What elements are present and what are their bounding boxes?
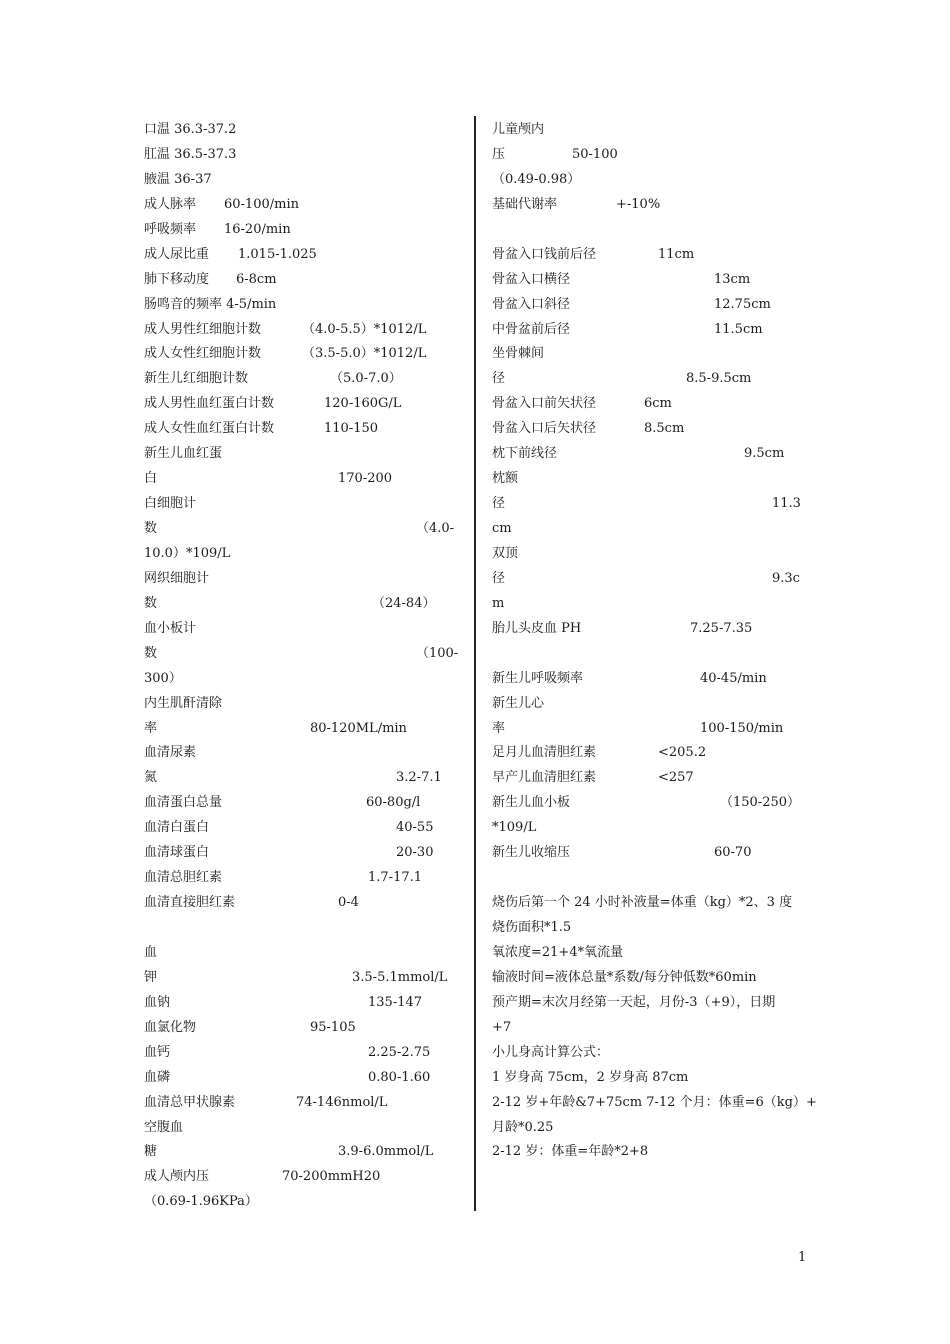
line-label: 骨盆入口斜径	[492, 296, 571, 312]
line-label: 血	[144, 944, 158, 960]
right-column-line	[492, 243, 810, 268]
line-label: 血磷	[144, 1069, 171, 1085]
line-label: 成人男性血红蛋白计数	[144, 396, 275, 412]
line-value: 0-4	[338, 895, 359, 911]
right-column-line	[492, 1041, 810, 1066]
line-label: 枕下前线径	[492, 446, 558, 462]
line-value: （100-	[416, 645, 459, 661]
line-value: 60-80g/l	[366, 795, 421, 811]
line-label: 血清总甲状腺素	[144, 1094, 236, 1110]
left-column	[144, 118, 459, 1215]
line-value: 9.5cm	[744, 446, 785, 462]
right-column-line	[492, 717, 810, 742]
line-label: 新生儿红细胞计数	[144, 371, 249, 387]
line-label: 径	[492, 371, 506, 387]
left-column-line	[144, 1190, 456, 1215]
right-column-line	[492, 567, 810, 592]
line-value: （5.0-7.0）	[330, 371, 402, 387]
left-column-line	[144, 293, 456, 318]
right-column-line	[492, 218, 810, 243]
line-value: 11cm	[658, 246, 695, 262]
right-column-line	[492, 342, 810, 367]
right-column-line	[492, 741, 810, 766]
line-label: 成人脉率	[144, 196, 197, 212]
line-label: 胎儿头皮血 PH	[492, 620, 582, 636]
line-label: 血清球蛋白	[144, 845, 210, 861]
line-label: 烧伤后第一个 24 小时补液量=体重（kg）*2、3 度	[492, 895, 793, 911]
line-label: 月龄*0.25	[492, 1119, 554, 1135]
line-label: *109/L	[492, 820, 537, 836]
right-column-line	[492, 991, 810, 1016]
line-value: 50-100	[572, 146, 618, 162]
line-label: 血清白蛋白	[144, 820, 210, 836]
page-number: 1	[798, 1250, 807, 1265]
line-value: 12.75cm	[714, 296, 771, 312]
line-label: 双顶	[492, 545, 519, 561]
line-value: （3.5-5.0）*1012/L	[302, 346, 427, 362]
left-column-line	[144, 791, 456, 816]
line-label: 成人男性红细胞计数	[144, 321, 262, 337]
right-column-line	[492, 816, 810, 841]
line-value: 135-147	[368, 994, 423, 1010]
left-column-line	[144, 392, 456, 417]
line-value: 170-200	[338, 471, 393, 487]
line-value: （150-250）	[720, 795, 801, 811]
right-column-line	[492, 367, 810, 392]
line-value: 1.7-17.1	[368, 870, 423, 886]
right-column-line	[492, 492, 810, 517]
left-column-line	[144, 692, 456, 717]
line-label: 新生儿血红蛋	[144, 446, 223, 462]
line-label: 血氯化物	[144, 1019, 197, 1035]
right-column-line	[492, 1140, 810, 1165]
line-label: 新生儿收缩压	[492, 845, 571, 861]
line-label: 基础代谢率	[492, 196, 558, 212]
line-label: 中骨盆前后径	[492, 321, 571, 337]
left-column-line	[144, 1140, 456, 1165]
line-value: 60-100/min	[224, 196, 299, 212]
left-column-line	[144, 243, 456, 268]
line-label: 成人尿比重	[144, 246, 210, 262]
line-value: 60-70	[714, 845, 752, 861]
line-label: 成人女性血红蛋白计数	[144, 421, 275, 437]
line-label: 300）	[144, 670, 182, 686]
left-column-line	[144, 941, 456, 966]
line-value: 3.9-6.0mmol/L	[338, 1144, 434, 1160]
right-column-line	[492, 592, 810, 617]
right-column-line	[492, 667, 810, 692]
line-value: <257	[658, 770, 694, 786]
line-value: 74-146nmol/L	[296, 1094, 388, 1110]
right-column-line	[492, 293, 810, 318]
line-label: 烧伤面积*1.5	[492, 920, 572, 935]
right-column-line	[492, 318, 810, 343]
right-column-line	[492, 1016, 810, 1041]
line-label: 血清直接胆红素	[144, 895, 236, 911]
right-column-line	[492, 118, 810, 143]
right-column-line	[492, 517, 810, 542]
line-label: 血小板计	[144, 620, 197, 636]
left-column-line	[144, 991, 456, 1016]
line-value: 0.80-1.60	[368, 1069, 431, 1085]
left-column-line	[144, 1165, 456, 1190]
left-column-line	[144, 592, 456, 617]
line-label: 肺下移动度	[144, 271, 210, 287]
left-column-line	[144, 617, 456, 642]
left-column-line	[144, 417, 456, 442]
line-value: 7.25-7.35	[690, 620, 753, 636]
line-value: 8.5cm	[644, 421, 685, 437]
line-label: 儿童颅内	[492, 122, 545, 137]
line-value: （4.0-	[416, 521, 455, 536]
left-column-line	[144, 143, 456, 168]
line-label: 骨盆入口横径	[492, 271, 571, 287]
left-column-line	[144, 268, 456, 293]
line-label: 肛温 36.5-37.3	[144, 146, 237, 162]
right-column-line	[492, 692, 810, 717]
left-column-line	[144, 816, 456, 841]
right-column-line	[492, 168, 810, 193]
left-column-line	[144, 1116, 456, 1141]
line-label: 数	[144, 521, 158, 536]
line-value: 9.3c	[772, 570, 800, 586]
right-column-line	[492, 1116, 810, 1141]
line-value: 16-20/min	[224, 221, 291, 237]
left-column-line	[144, 168, 456, 193]
line-label: 新生儿血小板	[492, 795, 571, 811]
line-value: 100-150/min	[700, 720, 784, 736]
line-label: （0.69-1.96KPa）	[144, 1194, 258, 1210]
left-column-line	[144, 966, 456, 991]
line-label: 血清尿素	[144, 745, 197, 761]
left-column-line	[144, 542, 456, 567]
right-column-line	[492, 542, 810, 567]
line-label: 径	[492, 496, 506, 512]
line-label: 糖	[144, 1144, 158, 1160]
left-column-line	[144, 467, 456, 492]
line-label: 压	[492, 146, 506, 162]
right-column-line	[492, 193, 810, 218]
line-label: 成人颅内压	[144, 1169, 210, 1185]
line-value: 1.015-1.025	[238, 246, 317, 262]
line-label: 呼吸频率	[144, 221, 197, 237]
line-label: 骨盆入口前矢状径	[492, 396, 597, 412]
line-label: 率	[144, 720, 158, 736]
left-column-line	[144, 741, 456, 766]
left-column-line	[144, 717, 456, 742]
left-column-line	[144, 866, 456, 891]
line-label: m	[492, 595, 505, 611]
left-column-line	[144, 766, 456, 791]
right-column-line	[492, 143, 810, 168]
left-column-line	[144, 841, 456, 866]
right-column-line	[492, 1066, 810, 1091]
line-label: 血钙	[144, 1044, 171, 1060]
line-value: 95-105	[310, 1019, 356, 1035]
line-label: 早产儿血清胆红素	[492, 770, 597, 786]
left-column-line	[144, 118, 456, 143]
left-column-line	[144, 218, 456, 243]
line-label: （0.49-0.98）	[492, 171, 581, 187]
line-value: 2.25-2.75	[368, 1044, 431, 1060]
line-label: 内生肌酐清除	[144, 695, 223, 711]
line-label: 白细胞计	[144, 496, 197, 512]
line-value: 13cm	[714, 271, 751, 287]
line-label: cm	[492, 521, 512, 536]
line-label: 肠鸣音的频率 4-5/min	[144, 296, 277, 312]
line-label: 新生儿心	[492, 695, 545, 711]
line-value: 6-8cm	[236, 271, 277, 287]
line-value: 11.5cm	[714, 321, 763, 337]
left-column-line	[144, 193, 456, 218]
line-label: 输液时间=液体总量*系数/每分钟低数*60min	[492, 969, 757, 985]
left-column-line	[144, 891, 456, 916]
line-value: +-10%	[616, 196, 661, 212]
line-label: 新生儿呼吸频率	[492, 670, 584, 686]
line-label: 钾	[144, 969, 158, 985]
right-column-line	[492, 916, 810, 941]
line-label: 空腹血	[144, 1119, 184, 1135]
line-value: 80-120ML/min	[310, 720, 407, 736]
right-column	[492, 118, 817, 1165]
line-label: 2-12 岁：体重=年龄*2+8	[492, 1144, 649, 1160]
line-value: 3.5-5.1mmol/L	[352, 969, 448, 985]
left-column-line	[144, 342, 456, 367]
line-label: 预产期=末次月经第一天起，月份-3（+9），日期	[492, 994, 776, 1010]
column-divider	[474, 116, 476, 1211]
line-value: 120-160G/L	[324, 396, 402, 412]
right-column-line	[492, 617, 810, 642]
right-column-line	[492, 891, 810, 916]
left-column-line	[144, 916, 456, 941]
line-label: +7	[492, 1019, 512, 1035]
line-label: 血钠	[144, 994, 171, 1010]
line-value: （24-84）	[372, 595, 436, 611]
line-label: 腋温 36-37	[144, 171, 212, 187]
left-column-line	[144, 492, 456, 517]
line-label: 1 岁身高 75cm，2 岁身高 87cm	[492, 1069, 689, 1085]
left-column-line	[144, 1041, 456, 1066]
left-column-line	[144, 667, 456, 692]
line-value: 70-200mmH20	[282, 1169, 381, 1185]
left-column-line	[144, 367, 456, 392]
line-label: 2-12 岁+年龄&7+75cm 7-12 个月：体重=6（kg）+	[492, 1094, 817, 1110]
left-column-line	[144, 517, 456, 542]
line-label: 小儿身高计算公式：	[492, 1044, 610, 1060]
right-column-line	[492, 841, 810, 866]
line-label: 枕额	[492, 471, 519, 487]
line-value: （4.0-5.5）*1012/L	[302, 321, 427, 337]
line-label: 血清蛋白总量	[144, 795, 223, 811]
right-column-line	[492, 268, 810, 293]
right-column-line	[492, 642, 810, 667]
right-column-line	[492, 866, 810, 891]
line-label: 坐骨棘间	[492, 346, 545, 362]
line-value: 8.5-9.5cm	[686, 371, 752, 387]
right-column-line	[492, 392, 810, 417]
line-label: 数	[144, 595, 158, 611]
line-value: <205.2	[658, 745, 707, 761]
line-label: 血清总胆红素	[144, 870, 223, 886]
line-label: 成人女性红细胞计数	[144, 346, 262, 362]
line-label: 数	[144, 645, 158, 661]
line-label: 径	[492, 570, 506, 586]
line-label: 口温 36.3-37.2	[144, 122, 237, 137]
right-column-line	[492, 941, 810, 966]
right-column-line	[492, 442, 810, 467]
line-label: 骨盆入口钱前后径	[492, 246, 597, 262]
line-label: 网织细胞计	[144, 570, 210, 586]
line-value: 11.3	[772, 496, 801, 512]
line-value: 40-55	[396, 820, 434, 836]
line-value: 20-30	[396, 845, 434, 861]
line-value: 6cm	[644, 396, 672, 412]
right-column-line	[492, 417, 810, 442]
line-value: 3.2-7.1	[396, 770, 442, 786]
left-column-line	[144, 1066, 456, 1091]
line-label: 骨盆入口后矢状径	[492, 421, 597, 437]
line-label: 氧浓度=21+4*氧流量	[492, 944, 624, 960]
right-column-line	[492, 467, 810, 492]
line-value: 110-150	[324, 421, 379, 437]
left-column-line	[144, 642, 459, 667]
left-column-line	[144, 1091, 456, 1116]
line-label: 率	[492, 720, 506, 736]
left-column-line	[144, 1016, 456, 1041]
left-column-line	[144, 567, 456, 592]
right-column-line	[492, 966, 810, 991]
right-column-line	[492, 791, 810, 816]
line-value: 40-45/min	[700, 670, 767, 686]
left-column-line	[144, 442, 456, 467]
right-column-line	[492, 766, 810, 791]
line-label: 足月儿血清胆红素	[492, 745, 597, 761]
line-label: 白	[144, 471, 158, 487]
right-column-line	[492, 1091, 817, 1116]
left-column-line	[144, 318, 456, 343]
line-label: 10.0）*109/L	[144, 545, 231, 561]
line-label: 氮	[144, 770, 158, 786]
